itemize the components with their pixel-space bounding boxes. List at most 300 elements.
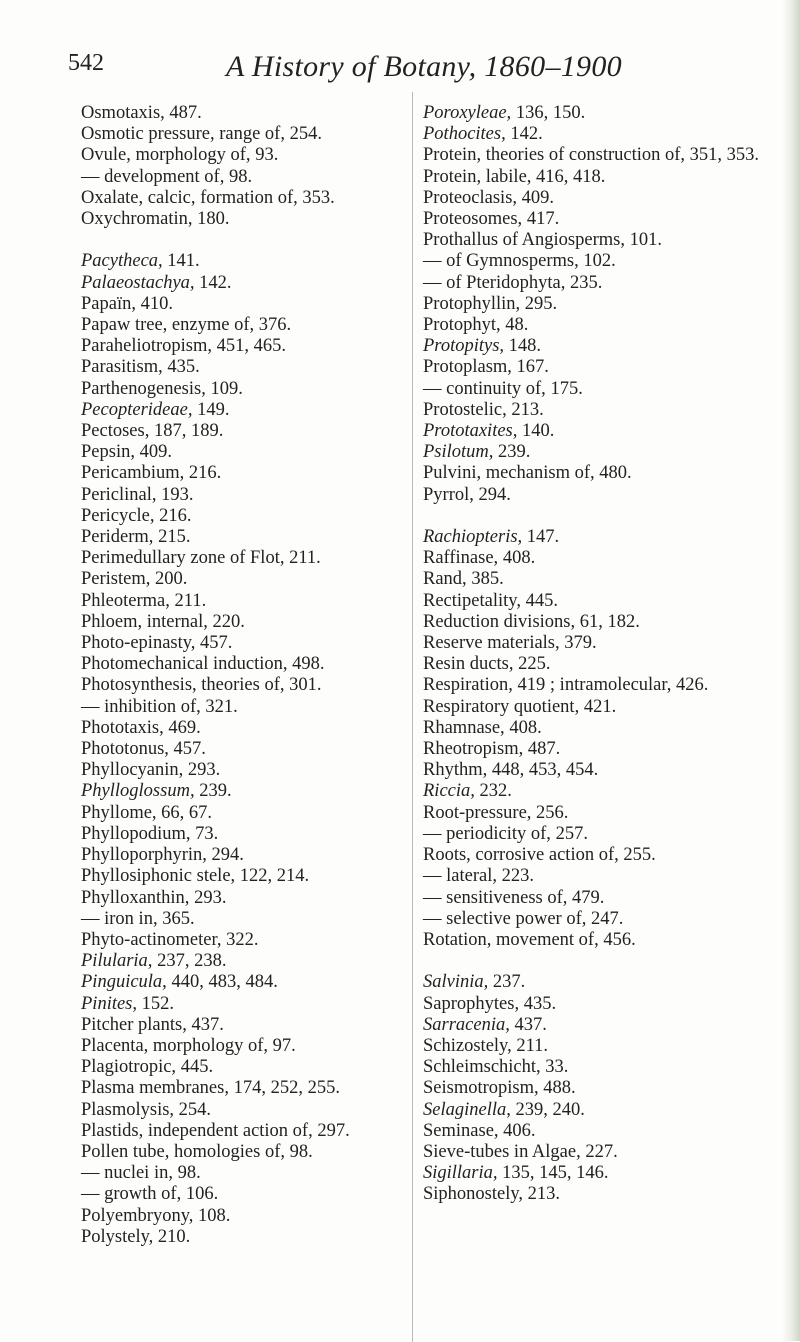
index-entry	[423, 845, 788, 866]
index-page-refs: 451, 465.	[212, 336, 287, 357]
index-page-refs: 421.	[579, 696, 617, 717]
index-term: — nuclei in,	[81, 1163, 173, 1184]
index-entry	[423, 612, 788, 633]
index-term: Seismotropism,	[423, 1078, 539, 1099]
index-entry	[423, 697, 788, 718]
index-page-refs: 98.	[285, 1141, 313, 1162]
index-page-refs: 48.	[500, 315, 529, 336]
index-page-refs: 294.	[206, 845, 244, 866]
index-entry	[81, 803, 436, 824]
index-term: Periderm,	[81, 527, 154, 548]
index-page-refs: 61, 182.	[575, 611, 640, 632]
index-term: Phyllome,	[81, 802, 157, 823]
index-entry	[81, 612, 436, 633]
index-term: Pitcher plants,	[81, 1014, 187, 1035]
index-term: Placenta, morphology of,	[81, 1035, 269, 1056]
index-entry	[423, 888, 788, 909]
index-term: Sarracenia,	[423, 1014, 510, 1035]
index-page-refs: 437.	[509, 1014, 547, 1035]
index-page-refs: 321.	[200, 696, 238, 717]
index-page-refs: 487.	[164, 103, 202, 123]
section-gap	[81, 230, 436, 251]
index-page-refs: 456.	[598, 929, 636, 950]
index-entry	[423, 803, 788, 824]
index-entry	[81, 145, 436, 166]
index-column-right	[423, 103, 788, 1206]
index-entry	[81, 463, 436, 484]
index-entry	[423, 167, 788, 188]
index-term: Schleimschicht,	[423, 1057, 541, 1078]
index-entry	[423, 1078, 788, 1099]
index-column-left	[81, 103, 436, 1248]
index-entry	[81, 336, 436, 357]
index-entry	[81, 654, 436, 675]
index-page-refs: 211.	[511, 1035, 549, 1056]
index-page-refs: 254.	[284, 124, 322, 145]
index-page-refs: 237.	[488, 972, 526, 993]
index-entry	[81, 273, 436, 294]
index-term: Raffinase,	[423, 548, 499, 569]
index-entry	[81, 1142, 436, 1163]
index-page-refs: 297.	[312, 1120, 350, 1141]
index-page-refs: 174, 252, 255.	[228, 1078, 340, 1099]
index-entry	[423, 1121, 788, 1142]
index-page-refs: 200.	[150, 569, 188, 590]
index-page-refs: 457.	[195, 633, 233, 654]
index-entry	[423, 1184, 788, 1205]
index-entry	[423, 718, 788, 739]
index-term: Sieve-tubes in Algae,	[423, 1141, 581, 1162]
index-entry	[81, 1121, 436, 1142]
index-term: Rotation, movement of,	[423, 929, 599, 950]
index-page-refs: 211.	[169, 590, 207, 611]
index-term: Phylloglossum,	[81, 781, 195, 802]
index-entry	[81, 1227, 436, 1248]
index-entry	[81, 866, 436, 887]
index-entry	[423, 251, 788, 272]
index-entry	[423, 675, 788, 696]
index-term: Pilularia,	[81, 951, 153, 972]
index-term: Protopitys,	[423, 336, 505, 357]
running-title: A History of Botany, 1860–1900	[226, 50, 622, 83]
index-term: Sigillaria,	[423, 1163, 498, 1184]
index-term: Phylloxanthin,	[81, 887, 190, 908]
index-term: Papaïn,	[81, 293, 136, 314]
index-term: Parthenogenesis,	[81, 378, 206, 399]
index-page-refs: 448, 453, 454.	[487, 760, 599, 781]
index-page-refs: 215.	[153, 527, 191, 548]
index-term: Rheotropism,	[423, 739, 524, 760]
index-page-refs: 445.	[176, 1057, 214, 1078]
index-entry	[423, 633, 788, 654]
index-term: Respiratory quotient,	[423, 696, 580, 717]
index-page-refs: 167.	[511, 357, 549, 378]
index-entry	[81, 1163, 436, 1184]
index-term: Phloem, internal,	[81, 611, 208, 632]
index-page-refs: 98.	[224, 166, 253, 187]
index-entry	[423, 188, 788, 209]
index-page-refs: 141.	[162, 251, 200, 272]
index-page-refs: 409.	[134, 442, 172, 463]
index-entry	[423, 1015, 788, 1036]
index-term: Proteoclasis,	[423, 187, 518, 208]
index-page-refs: 294.	[473, 484, 511, 505]
index-entry	[81, 442, 436, 463]
index-term: Resin ducts,	[423, 654, 514, 675]
index-entry	[423, 548, 788, 569]
index-page-refs: 408.	[504, 717, 542, 738]
index-term: Plastids, independent action of,	[81, 1120, 313, 1141]
index-page-refs: 255.	[618, 845, 656, 866]
index-page-refs: 254.	[174, 1099, 212, 1120]
index-term: Polystely,	[81, 1226, 154, 1247]
index-page-refs: 149.	[192, 399, 230, 420]
index-entry	[81, 209, 436, 230]
index-page-refs: 152.	[137, 993, 175, 1014]
index-page-refs: 385.	[466, 569, 504, 590]
index-term: Protophyllin,	[423, 293, 521, 314]
index-term: Pericycle,	[81, 505, 155, 526]
index-entry	[423, 124, 788, 145]
index-page-refs: 136, 150.	[511, 103, 586, 123]
index-term: Phototonus,	[81, 739, 169, 760]
index-term: Seminase,	[423, 1120, 499, 1141]
index-page-refs: 73.	[190, 823, 219, 844]
index-entry	[81, 294, 436, 315]
index-entry	[81, 930, 436, 951]
page-number: 542	[68, 50, 104, 76]
index-entry	[423, 230, 788, 251]
index-entry	[81, 379, 436, 400]
index-page-refs: 106.	[181, 1184, 219, 1205]
index-page-refs: 437.	[186, 1014, 224, 1035]
index-entry	[423, 1142, 788, 1163]
index-entry	[81, 1057, 436, 1078]
index-entry	[423, 209, 788, 230]
index-entry	[81, 103, 436, 124]
index-term: Pacytheca,	[81, 251, 163, 272]
index-term: Rand,	[423, 569, 467, 590]
index-entry	[423, 485, 788, 506]
section-gap	[423, 506, 788, 527]
index-page-refs: 232.	[474, 781, 512, 802]
index-term: Protophyt,	[423, 315, 501, 336]
index-page-refs: 239.	[493, 442, 531, 463]
index-entry	[423, 1100, 788, 1121]
index-entry	[423, 442, 788, 463]
index-entry	[81, 909, 436, 930]
index-page-refs: 101.	[624, 230, 662, 251]
index-term: Palaeostachya,	[81, 272, 195, 293]
index-page-refs: 225.	[513, 654, 551, 675]
index-term: Pectoses,	[81, 421, 150, 442]
index-page-refs: 142.	[194, 272, 232, 293]
index-entry	[423, 654, 788, 675]
index-page-refs: 216.	[154, 505, 192, 526]
index-term: Rachiopteris,	[423, 527, 523, 548]
index-term: — inhibition of,	[81, 696, 201, 717]
index-entry	[423, 145, 788, 166]
index-page-refs: 445.	[520, 590, 558, 611]
index-term: Papaw tree, enzyme of,	[81, 315, 255, 336]
index-entry	[423, 315, 788, 336]
index-term: Reduction divisions,	[423, 611, 576, 632]
index-page-refs: 175.	[545, 378, 583, 399]
index-entry	[81, 760, 436, 781]
index-term: Perimedullary zone of Flot,	[81, 548, 285, 569]
index-entry	[423, 824, 788, 845]
index-term: Prototaxites,	[423, 421, 518, 442]
index-page-refs: 93.	[250, 145, 279, 166]
index-entry	[423, 400, 788, 421]
index-entry	[81, 188, 436, 209]
index-term: Oxychromatin,	[81, 209, 193, 230]
index-term: Paraheliotropism,	[81, 336, 213, 357]
index-term: Saprophytes,	[423, 993, 520, 1014]
index-term: Protein, theories of construction of,	[423, 145, 686, 166]
index-term: Photo-epinasty,	[81, 633, 196, 654]
index-page-refs: 108.	[193, 1205, 231, 1226]
index-term: Phyllosiphonic stele,	[81, 866, 236, 887]
index-entry	[423, 909, 788, 930]
index-term: Root-pressure,	[423, 802, 532, 823]
index-term: Riccia,	[423, 781, 475, 802]
index-entry	[81, 781, 436, 802]
index-term: Phyllocyanin,	[81, 760, 184, 781]
index-page-refs: 351, 353.	[685, 145, 760, 166]
index-term: Salvinia,	[423, 972, 489, 993]
index-term: Pyrrol,	[423, 484, 474, 505]
index-term: — continuity of,	[423, 378, 546, 399]
index-page-refs: 409.	[517, 187, 555, 208]
section-gap	[423, 951, 788, 972]
index-entry	[81, 357, 436, 378]
index-entry	[81, 1015, 436, 1036]
index-entry	[423, 994, 788, 1015]
index-entry	[81, 167, 436, 188]
index-term: — development of,	[81, 166, 225, 187]
index-term: Osmotaxis,	[81, 103, 165, 123]
index-page-refs: 180.	[192, 209, 230, 230]
index-page-refs: 193.	[156, 484, 194, 505]
index-term: Selaginella,	[423, 1099, 511, 1120]
index-term: Phyllopodium,	[81, 823, 191, 844]
index-page-refs: 406.	[498, 1120, 536, 1141]
index-entry	[81, 718, 436, 739]
index-term: Peristem,	[81, 569, 151, 590]
index-entry	[81, 972, 436, 993]
index-entry	[81, 1036, 436, 1057]
index-entry	[81, 824, 436, 845]
index-entry	[81, 485, 436, 506]
index-term: Pothocites,	[423, 124, 506, 145]
index-page-refs: 440, 483, 484.	[166, 972, 278, 993]
index-term: Pericambium,	[81, 463, 185, 484]
index-page-refs: 33.	[540, 1057, 569, 1078]
index-entry	[423, 1163, 788, 1184]
index-page-refs: 435.	[162, 357, 200, 378]
index-term: Protein, labile,	[423, 166, 532, 187]
index-entry	[81, 845, 436, 866]
index-page-refs: 293.	[189, 887, 227, 908]
index-entry	[423, 421, 788, 442]
index-page-refs: 488.	[538, 1078, 576, 1099]
index-page-refs: 322.	[221, 929, 259, 950]
index-page-refs: 295.	[520, 293, 558, 314]
index-term: Pulvini, mechanism of,	[423, 463, 595, 484]
index-term: Plasmolysis,	[81, 1099, 175, 1120]
index-term: Parasitism,	[81, 357, 163, 378]
index-entry	[423, 760, 788, 781]
index-entry	[81, 1184, 436, 1205]
index-term: — of Gymnosperms,	[423, 251, 579, 272]
index-page-refs: 487.	[523, 739, 561, 760]
index-entry	[81, 675, 436, 696]
index-page-refs: 498.	[287, 654, 325, 675]
index-page-refs: 376.	[254, 315, 292, 336]
index-entry	[81, 315, 436, 336]
index-page-refs: 379.	[559, 633, 597, 654]
index-entry	[423, 294, 788, 315]
index-term: Polyembryony,	[81, 1205, 194, 1226]
index-entry	[81, 527, 436, 548]
index-term: Photosynthesis, theories of,	[81, 675, 285, 696]
index-term: Phyto-actinometer,	[81, 929, 222, 950]
index-page-refs: 417.	[522, 209, 560, 230]
index-entry	[423, 972, 788, 993]
index-page-refs: 239.	[194, 781, 232, 802]
index-term: Protostelic,	[423, 399, 507, 420]
index-entry	[81, 251, 436, 272]
index-page-refs: 97.	[268, 1035, 296, 1056]
index-entry	[81, 548, 436, 569]
index-entry	[81, 994, 436, 1015]
index-page-refs: 142.	[505, 124, 543, 145]
index-page-refs: 408.	[498, 548, 536, 569]
index-entry	[81, 1100, 436, 1121]
index-term: Poroxyleae,	[423, 103, 512, 123]
index-term: Rectipetality,	[423, 590, 521, 611]
index-page-refs: 256.	[531, 802, 569, 823]
index-term: Proteosomes,	[423, 209, 523, 230]
index-term: Pepsin,	[81, 442, 135, 463]
index-page-refs: 247.	[586, 908, 624, 929]
index-term: Schizostely,	[423, 1035, 512, 1056]
index-term: Rhamnase,	[423, 717, 505, 738]
index-entry	[81, 1078, 436, 1099]
index-page-refs: 220.	[207, 611, 245, 632]
page-header	[68, 50, 718, 90]
index-term: Siphonostely,	[423, 1184, 524, 1205]
index-term: — iron in,	[81, 908, 158, 929]
index-entry	[423, 527, 788, 548]
index-page-refs: 148.	[504, 336, 542, 357]
index-entry	[423, 781, 788, 802]
index-page-refs: 469.	[163, 717, 201, 738]
index-page-refs: 216.	[184, 463, 222, 484]
index-term: Pecopterideae,	[81, 399, 193, 420]
index-entry	[423, 739, 788, 760]
index-page-refs: 227.	[580, 1141, 618, 1162]
index-entry	[81, 633, 436, 654]
index-page-refs: 457.	[168, 739, 206, 760]
index-term: Phylloporphyrin,	[81, 845, 207, 866]
index-page-refs: 419 ; intramolecular, 426.	[512, 675, 709, 696]
index-page-refs: 66, 67.	[156, 802, 213, 823]
index-entry	[81, 124, 436, 145]
index-term: Prothallus of Angiosperms,	[423, 230, 625, 251]
index-page-refs: 213.	[506, 399, 544, 420]
index-page-refs: 223.	[496, 866, 534, 887]
index-term: — lateral,	[423, 866, 497, 887]
index-page-refs: 135, 145, 146.	[497, 1163, 609, 1184]
index-term: — growth of,	[81, 1184, 182, 1205]
index-page-refs: 435.	[519, 993, 557, 1014]
index-term: Roots, corrosive action of,	[423, 845, 619, 866]
index-entry	[423, 379, 788, 400]
index-page-refs: 147.	[522, 527, 560, 548]
index-entry	[81, 697, 436, 718]
index-entry	[423, 336, 788, 357]
index-term: Plagiotropic,	[81, 1057, 177, 1078]
index-entry	[81, 421, 436, 442]
index-term: Respiration,	[423, 675, 513, 696]
index-term: Psilotum,	[423, 442, 494, 463]
index-page-refs: 213.	[523, 1184, 561, 1205]
index-page-refs: 140.	[517, 421, 555, 442]
index-page-refs: 365.	[157, 908, 195, 929]
index-term: Protoplasm,	[423, 357, 512, 378]
index-entry	[423, 273, 788, 294]
index-page-refs: 235.	[565, 272, 603, 293]
index-entry	[423, 930, 788, 951]
index-page-refs: 210.	[153, 1226, 191, 1247]
index-term: — selective power of,	[423, 908, 587, 929]
index-term: Photomechanical induction,	[81, 654, 288, 675]
index-page-refs: 257.	[550, 823, 588, 844]
index-entry	[423, 463, 788, 484]
index-term: — of Pteridophyta,	[423, 272, 566, 293]
index-entry	[423, 1036, 788, 1057]
index-entry	[81, 1206, 436, 1227]
index-term: Phleoterma,	[81, 590, 170, 611]
index-term: Pinites,	[81, 993, 138, 1014]
index-term: Phototaxis,	[81, 717, 164, 738]
index-term: Periclinal,	[81, 484, 157, 505]
index-page-refs: 353.	[297, 187, 335, 208]
index-entry	[423, 357, 788, 378]
index-term: — sensitiveness of,	[423, 887, 568, 908]
index-term: Reserve materials,	[423, 633, 560, 654]
index-entry	[81, 951, 436, 972]
index-page-refs: 102.	[578, 251, 616, 272]
index-page-refs: 479.	[567, 887, 605, 908]
index-term: Pollen tube, homologies of,	[81, 1141, 285, 1162]
index-entry	[423, 591, 788, 612]
index-entry	[81, 506, 436, 527]
index-page-refs: 293.	[183, 760, 221, 781]
index-term: Pinguicula,	[81, 972, 167, 993]
index-page-refs: 410.	[135, 293, 173, 314]
index-term: Osmotic pressure, range of,	[81, 124, 285, 145]
index-entry	[81, 739, 436, 760]
index-page-refs: 109.	[205, 378, 243, 399]
index-term: Oxalate, calcic, formation of,	[81, 187, 298, 208]
index-term: Rhythm,	[423, 760, 488, 781]
index-entry	[423, 1057, 788, 1078]
index-page-refs: 98.	[172, 1163, 201, 1184]
index-page-refs: 237, 238.	[152, 951, 227, 972]
